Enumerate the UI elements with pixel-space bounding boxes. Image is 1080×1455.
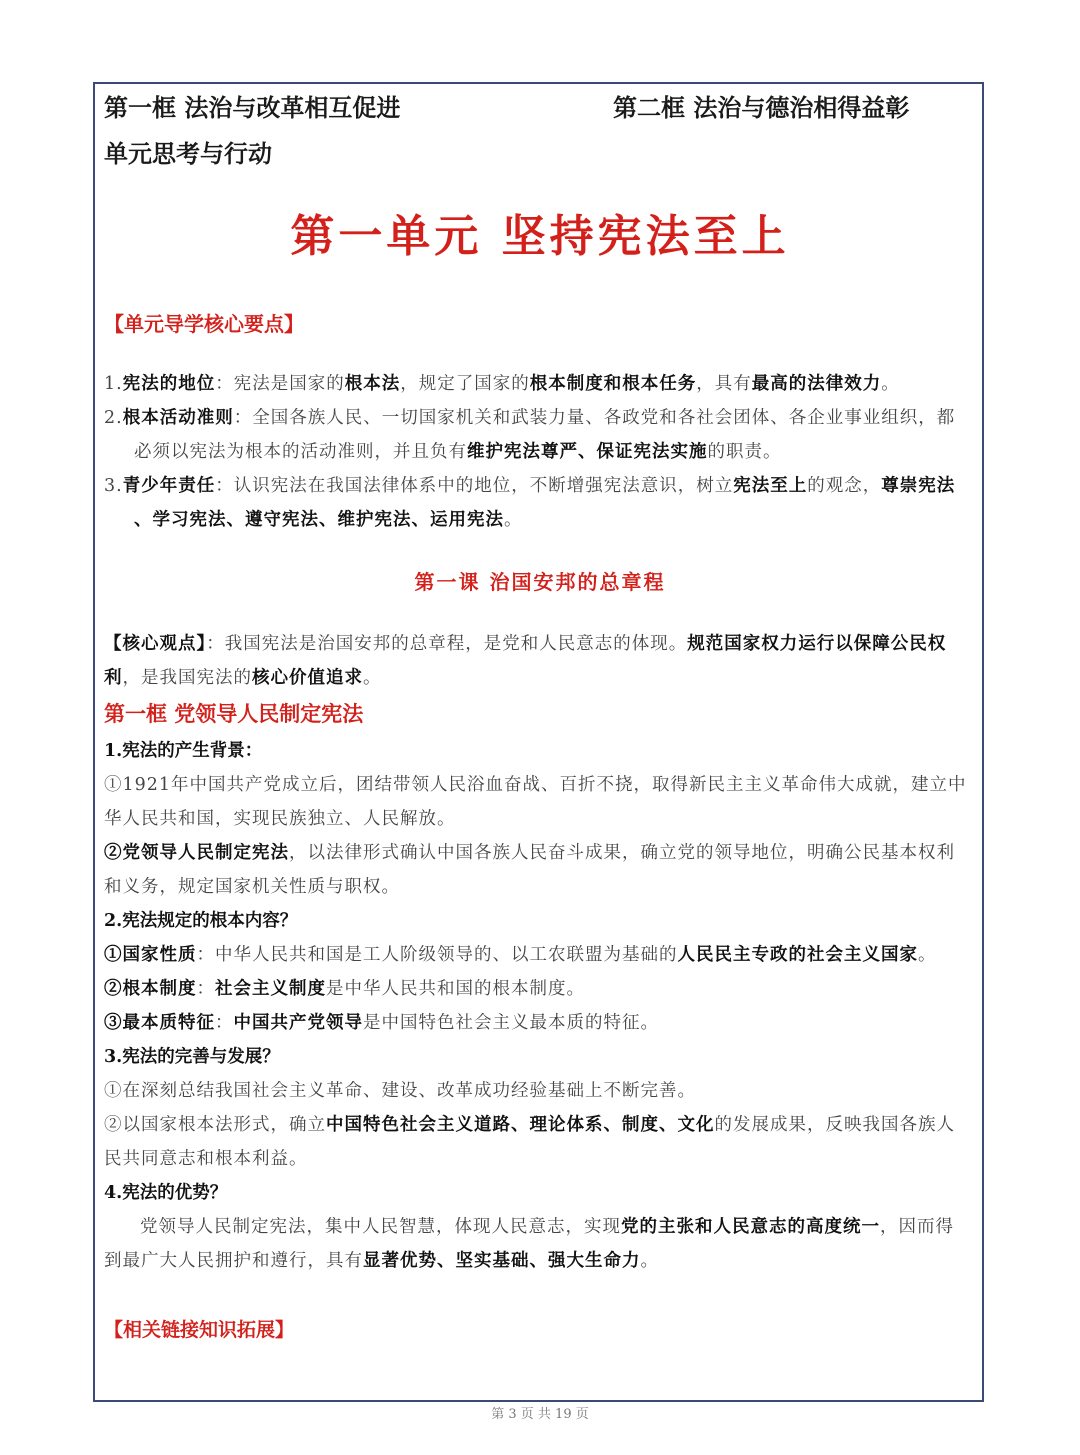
q4-line-2: 到最广大人民拥护和遵行，具有显著优势、坚实基础、强大生命力。 [104, 1251, 659, 1271]
q2-line-3: ③最本质特征：中国共产党领导是中国特色社会主义最本质的特征。 [104, 1013, 659, 1033]
unit-title: 第一单元 坚持宪法至上 [290, 211, 790, 262]
q1-line-1: ①1921年中国共产党成立后，团结带领人民浴血奋战、百折不挠，取得新民主主义革命伟大成就，建立中 [104, 775, 967, 795]
q2-line-2: ②根本制度：社会主义制度是中华人民共和国的根本制度。 [104, 979, 585, 999]
toc-item-3: 单元思考与行动 [104, 139, 272, 168]
core-viewpoint-cont: 利，是我国宪法的核心价值追求。 [104, 668, 382, 688]
q1-line-2: 华人民共和国，实现民族独立、人民解放。 [104, 809, 456, 829]
q3-line-1: ①在深刻总结我国社会主义革命、建设、改革成功经验基础上不断完善。 [104, 1081, 696, 1101]
q1-line-3: ②党领导人民制定宪法，以法律形式确认中国各族人民奋斗成果，确立党的领导地位，明确公民基本权利 [104, 843, 955, 863]
toc-item-2: 第二框 法治与德治相得益彰 [613, 93, 910, 122]
related-heading: 【相关链接知识拓展】 [104, 1319, 295, 1341]
lesson-title: 第一课 治国安邦的总章程 [414, 570, 666, 594]
kuang-title: 第一框 党领导人民制定宪法 [104, 701, 364, 726]
question-4: 4.宪法的优势？ [104, 1183, 228, 1203]
question-1: 1.宪法的产生背景： [104, 741, 263, 761]
page-footer: 第 3 页 共 19 页 [491, 1407, 589, 1422]
guide-point-2: 2.根本活动准则：全国各族人民、一切国家机关和武装力量、各政党和各社会团体、各企业事业组织，都 [104, 408, 956, 428]
q3-line-2: ②以国家根本法形式，确立中国特色社会主义道路、理论体系、制度、文化的发展成果，反映我国各族人 [104, 1115, 955, 1135]
guide-point-3: 3.青少年责任：认识宪法在我国法律体系中的地位，不断增强宪法意识，树立宪法至上的观念，尊崇宪法 [104, 476, 956, 496]
q3-line-3: 民共同意志和根本利益。 [104, 1149, 308, 1169]
q2-line-1: ①国家性质：中华人民共和国是工人阶级领导的、以工农联盟为基础的人民民主专政的社会主义国家。 [104, 945, 937, 965]
guide-point-3-cont: 、学习宪法、遵守宪法、维护宪法、运用宪法。 [134, 510, 523, 530]
core-viewpoint: 【核心观点】：我国宪法是治国安邦的总章程，是党和人民意志的体现。规范国家权力运行以保障公民权 [104, 634, 947, 654]
question-3: 3.宪法的完善与发展？ [104, 1047, 280, 1067]
question-2: 2.宪法规定的根本内容？ [104, 911, 298, 931]
toc-item-1: 第一框 法治与改革相互促进 [104, 93, 401, 122]
q4-line-1: 党领导人民制定宪法，集中人民智慧，体现人民意志，实现党的主张和人民意志的高度统一，因而得 [140, 1217, 954, 1237]
guide-heading: 【单元导学核心要点】 [104, 312, 304, 336]
q1-line-4: 和义务，规定国家机关性质与职权。 [104, 877, 400, 897]
guide-point-2-cont: 必须以宪法为根本的活动准则，并且负有维护宪法尊严、保证宪法实施的职责。 [134, 442, 782, 462]
guide-point-1: 1.宪法的地位：宪法是国家的根本法，规定了国家的根本制度和根本任务，具有最高的法律效力。 [104, 374, 900, 394]
